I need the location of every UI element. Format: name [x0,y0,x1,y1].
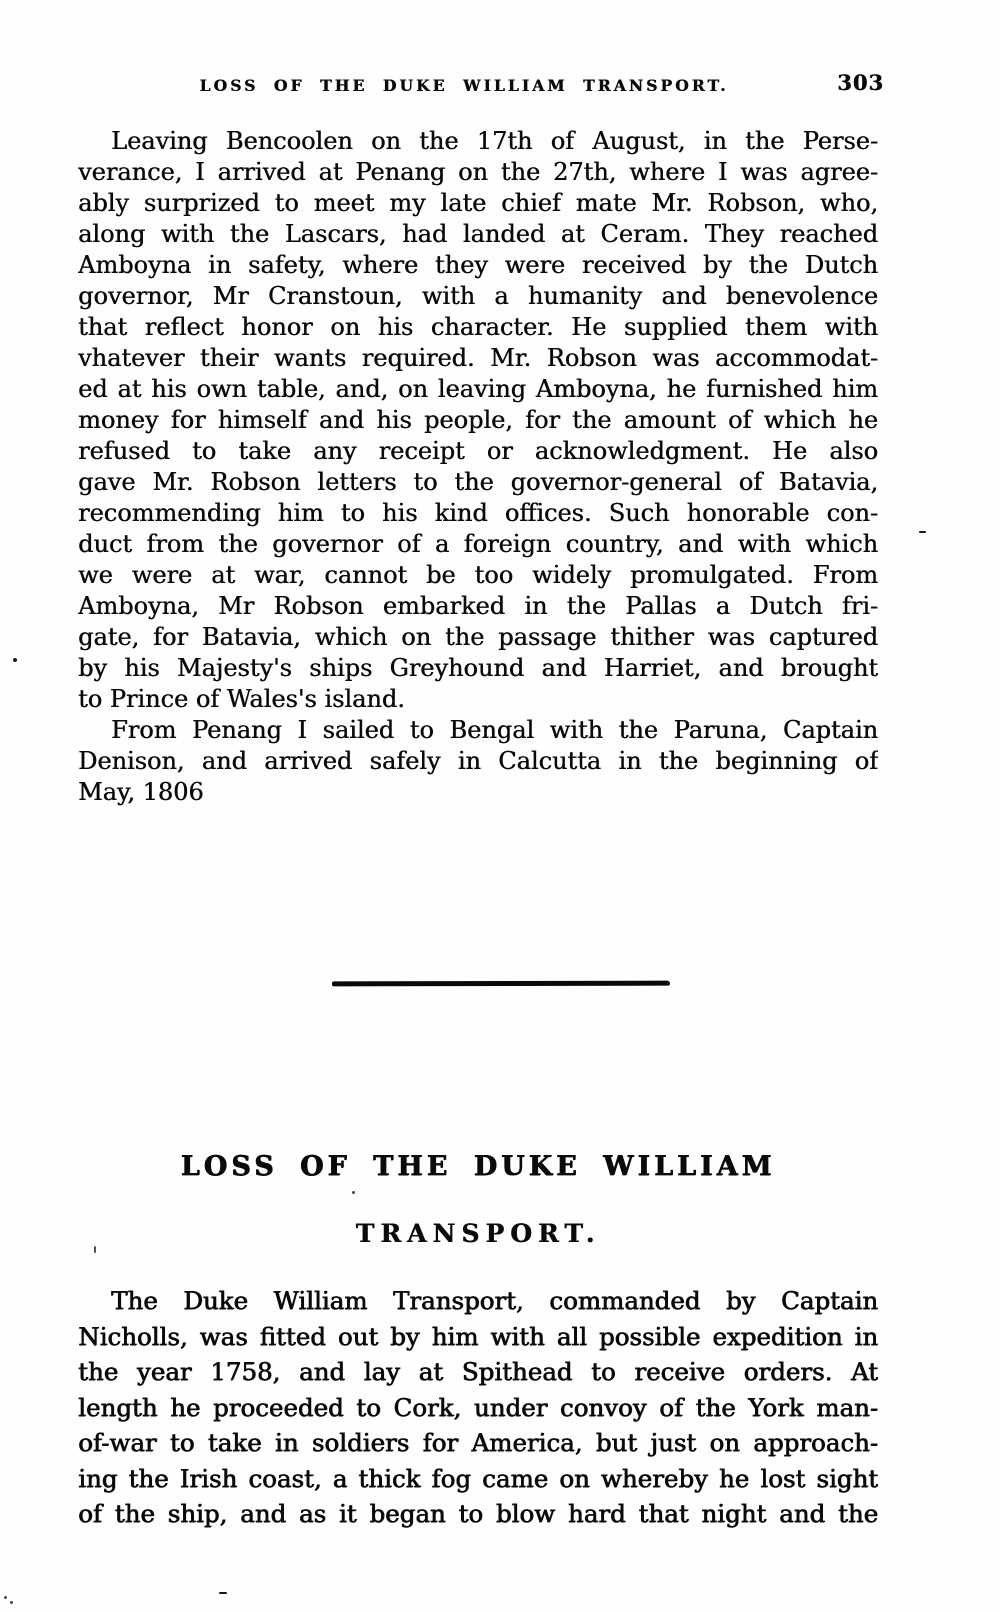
text-line: refused to take any receipt or acknowledgment. He also [78,437,878,465]
text-line: vhatever their wants required. Mr. Robson was accommodat- [78,344,878,372]
text-line: Denison, and arrived safely in Calcutta in the beginning of [78,747,878,775]
page-header [78,70,884,100]
text-line: gate, for Batavia, which on the passage thither was captured [78,623,878,651]
section-subtitle: TRANSPORT. [355,1219,601,1248]
text-line: that reflect honor on his character. He supplied them with [78,313,878,341]
paragraph [78,126,878,715]
text-line: to Prince of Wales's island. [78,685,405,713]
scan-artifact-speck [4,1596,7,1599]
article-body-top [78,126,878,808]
text-line: along with the Lascars, had landed at Ceram. They reached [78,220,878,248]
section-divider-rule [332,981,670,987]
text-line: verance, I arrived at Penang on the 27th, where I was agree- [78,158,878,186]
text-line: The Duke William Transport, commanded by Captain [111,1286,878,1315]
text-line: length he proceeded to Cork, under convoy of the York man- [78,1392,878,1422]
scan-artifact-dot [352,1191,355,1194]
text-line: of-war to take in soldiers for America, but just on approach- [78,1428,878,1457]
running-header-title: LOSS OF THE DUKE WILLIAM TRANSPORT. [199,76,729,95]
text-line: governor, Mr Cranstoun, with a humanity and benevolence [78,282,878,310]
text-line: ably surprized to meet my late chief mate Mr. Robson, who, [78,189,878,217]
text-line: ing the Irish coast, a thick fog came on whereby he lost sight [78,1463,878,1493]
page-number: 303 [837,70,884,95]
paragraph [78,1283,878,1532]
text-line: recommending him to his kind offices. Such honorable con- [78,499,878,527]
text-line: From Penang I sailed to Bengal with the Paruna, Captain [111,716,878,744]
scan-artifact-dot [13,658,17,662]
text-line: of the ship, and as it began to blow hard that night and the [78,1499,878,1528]
text-line: gave Mr. Robson letters to the governor-general of Batavia, [78,468,878,496]
text-line: May, 1806 [78,778,204,806]
text-line: Amboyna, Mr Robson embarked in the Pallas a Dutch fri- [78,592,878,620]
text-line: Amboyna in safety, where they were received by the Dutch [78,251,878,279]
scan-artifact-dash [219,1592,227,1594]
scan-artifact-tick [94,1246,96,1253]
scan-artifact-dash [919,531,926,533]
text-line: we were at war, cannot be too widely promulgated. From [78,561,878,589]
text-line: money for himself and his people, for the amount of which he [78,406,878,434]
text-line: Nicholls, was fitted out by him with all possible expedition in [78,1321,878,1351]
text-line: Leaving Bencoolen on the 17th of August, in the Perse- [111,127,878,155]
text-line: by his Majesty's ships Greyhound and Harriet, and brought [78,654,878,682]
scan-artifact-speck [10,1601,13,1604]
paragraph [78,715,878,808]
article-body-bottom [78,1283,878,1532]
text-line: ed at his own table, and, on leaving Amboyna, he furnished him [78,375,878,403]
section-title: LOSS OF THE DUKE WILLIAM [180,1151,776,1182]
text-line: the year 1758, and lay at Spithead to receive orders. At [78,1357,878,1386]
text-line: duct from the governor of a foreign country, and with which [78,530,878,558]
